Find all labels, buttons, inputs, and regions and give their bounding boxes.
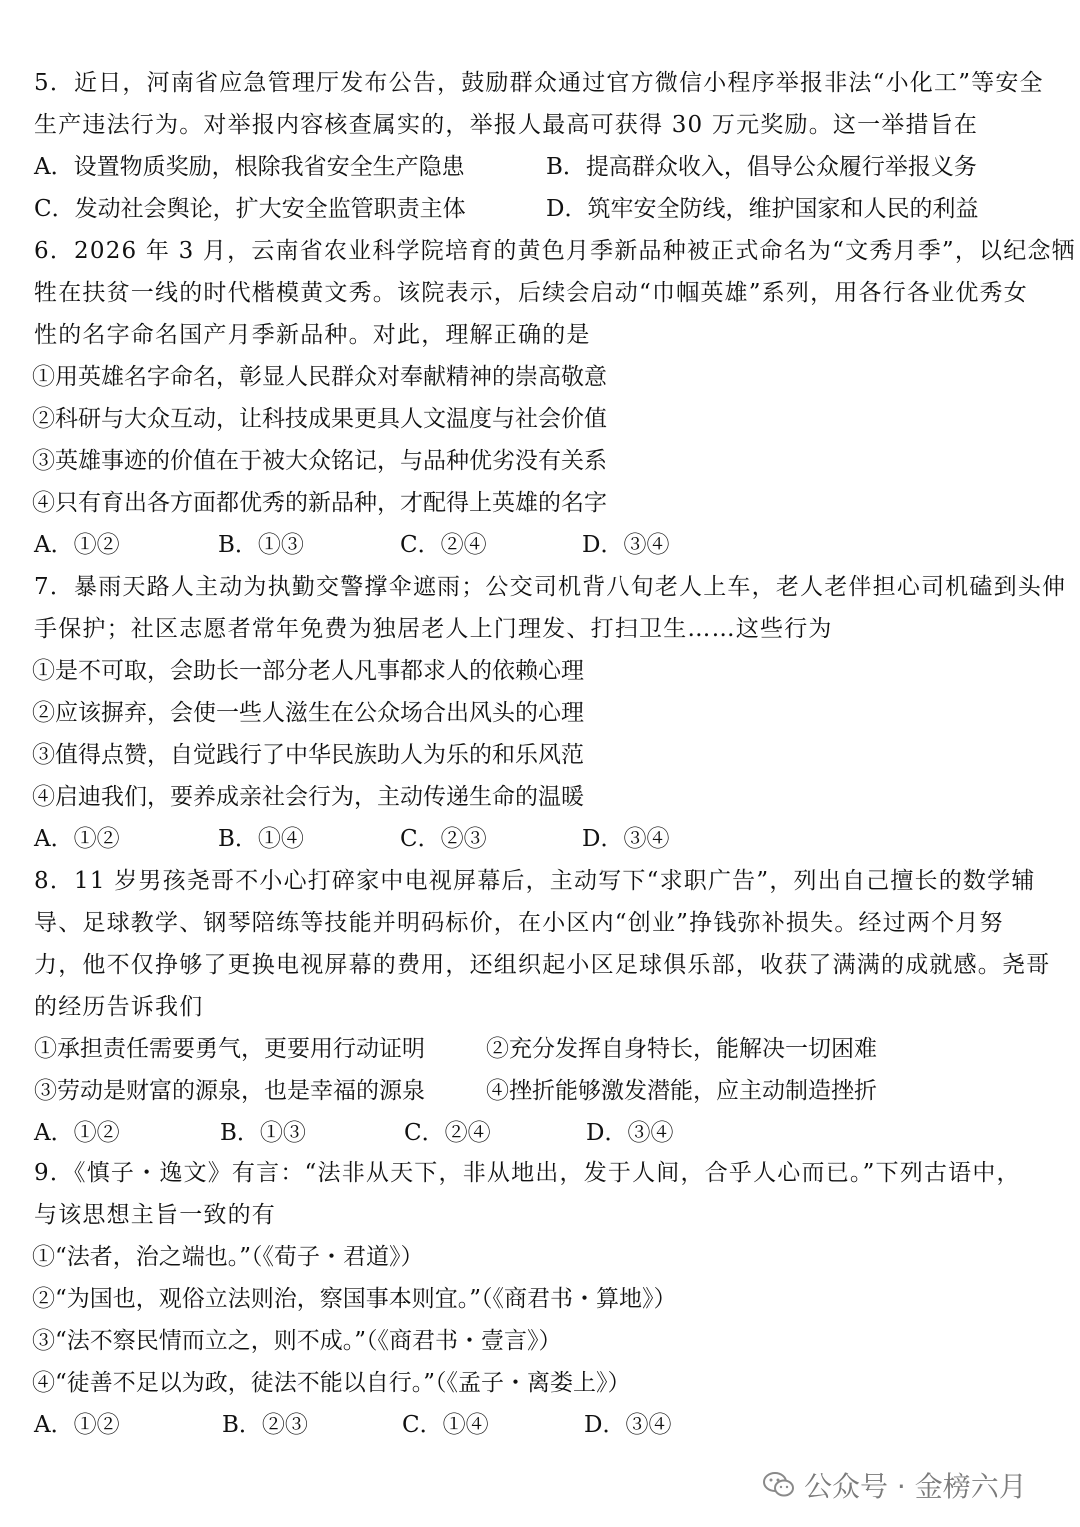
question-7-item-3: ③值得点赞，自觉践行了中华民族助人为乐的和乐风范 bbox=[32, 742, 584, 768]
question-7-item-2: ②应该摒弃，会使一些人滋生在公众场合出风头的心理 bbox=[32, 700, 584, 726]
option-d: D．③④ bbox=[582, 532, 670, 558]
option-a: A．①② bbox=[34, 826, 120, 852]
option-d: D．筑牢安全防线，维护国家和人民的利益 bbox=[546, 196, 979, 222]
question-8-stem-line-3: 力，他不仅挣够了更换电视屏幕的费用，还组织起小区足球俱乐部，收获了满满的成就感。尧哥 bbox=[34, 952, 1051, 978]
option-d: D．③④ bbox=[584, 1412, 672, 1438]
question-8-item-1: ①承担责任需要勇气，更要用行动证明 bbox=[34, 1036, 425, 1062]
question-6-stem-line-1: 6．2026 年 3 月，云南省农业科学院培育的黄色月季新品种被正式命名为“文秀月季”，以纪念牺 bbox=[34, 238, 1076, 264]
option-b: B．①③ bbox=[220, 1120, 306, 1146]
question-6-item-2: ②科研与大众互动，让科技成果更具人文温度与社会价值 bbox=[32, 406, 607, 432]
question-6-item-3: ③英雄事迹的价值在于被大众铭记，与品种优劣没有关系 bbox=[32, 448, 607, 474]
question-7-item-4: ④启迪我们，要养成亲社会行为，主动传递生命的温暖 bbox=[32, 784, 584, 810]
question-9-stem-line-1: 9．《慎子・逸文》有言：“法非从天下，非从地出，发于人间，合乎人心而已。”下列古语中， bbox=[34, 1160, 1021, 1186]
question-9-stem-line-2: 与该思想主旨一致的有 bbox=[34, 1202, 276, 1228]
option-b: B．①③ bbox=[218, 532, 304, 558]
question-8-stem-line-2: 导、足球教学、钢琴陪练等技能并明码标价，在小区内“创业”挣钱弥补损失。经过两个月努 bbox=[34, 910, 1004, 936]
question-7-stem-line-1: 7．暴雨天路人主动为执勤交警撑伞遮雨；公交司机背八旬老人上车，老人老伴担心司机磕到头伸 bbox=[34, 574, 1067, 600]
question-6-item-4: ④只有育出各方面都优秀的新品种，才配得上英雄的名字 bbox=[32, 490, 607, 516]
question-6-options bbox=[34, 530, 1064, 562]
question-9-item-1: ①“法者，治之端也。”（《荀子・君道》） bbox=[32, 1244, 424, 1270]
question-8-options bbox=[34, 1118, 1064, 1150]
option-b: B．①④ bbox=[218, 826, 304, 852]
question-5-stem-line-1: 5．近日，河南省应急管理厅发布公告，鼓励群众通过官方微信小程序举报非法“小化工”等安全 bbox=[34, 70, 1044, 96]
question-8-stem-line-1: 8．11 岁男孩尧哥不小心打碎家中电视屏幕后，主动写下“求职广告”，列出自己擅长的数学辅 bbox=[34, 868, 1036, 894]
option-c: C．②③ bbox=[400, 826, 487, 852]
option-b: B．②③ bbox=[222, 1412, 308, 1438]
question-9-item-2: ②“为国也，观俗立法则治，察国事本则宜。”（《商君书・算地》） bbox=[32, 1286, 677, 1312]
question-6-stem-line-2: 牲在扶贫一线的时代楷模黄文秀。该院表示，后续会启动“巾帼英雄”系列，用各行各业优秀女 bbox=[34, 280, 1028, 306]
option-c: C．①④ bbox=[402, 1412, 489, 1438]
question-8-items-row-1 bbox=[34, 1034, 1064, 1066]
option-a: A．①② bbox=[34, 1412, 120, 1438]
question-8-item-4: ④挫折能够激发潜能，应主动制造挫折 bbox=[486, 1078, 877, 1104]
option-c: C．②④ bbox=[404, 1120, 491, 1146]
question-7-item-1: ①是不可取，会助长一部分老人凡事都求人的依赖心理 bbox=[32, 658, 584, 684]
watermark-text: 公众号 · 金榜六月 bbox=[804, 1470, 1027, 1503]
question-7-options bbox=[34, 824, 1064, 856]
option-a: A．①② bbox=[34, 532, 120, 558]
question-9-item-4: ④“徒善不足以为政，徒法不能以自行。”（《孟子・离娄上》） bbox=[32, 1370, 631, 1396]
wechat-icon bbox=[762, 1470, 796, 1500]
question-6-stem-line-3: 性的名字命名国产月季新品种。对此，理解正确的是 bbox=[34, 322, 591, 348]
question-6-item-1: ①用英雄名字命名，彰显人民群众对奉献精神的崇高敬意 bbox=[32, 364, 607, 390]
question-8-item-2: ②充分发挥自身特长，能解决一切困难 bbox=[486, 1036, 877, 1062]
option-a: A．①② bbox=[34, 1120, 120, 1146]
question-5-options-row-2 bbox=[34, 194, 1064, 226]
question-8-item-3: ③劳动是财富的源泉，也是幸福的源泉 bbox=[34, 1078, 425, 1104]
question-5-stem-line-2: 生产违法行为。对举报内容核查属实的，举报人最高可获得 30 万元奖励。这一举措旨在 bbox=[34, 112, 979, 138]
question-5-options-row-1 bbox=[34, 152, 1064, 184]
question-9-item-3: ③“法不察民情而立之，则不成。”（《商君书・壹言》） bbox=[32, 1328, 562, 1354]
option-c: C．发动社会舆论，扩大安全监管职责主体 bbox=[34, 196, 466, 222]
option-d: D．③④ bbox=[586, 1120, 674, 1146]
question-7-stem-line-2: 手保护；社区志愿者常年免费为独居老人上门理发、打扫卫生……这些行为 bbox=[34, 616, 833, 642]
watermark bbox=[762, 1465, 1027, 1505]
option-d: D．③④ bbox=[582, 826, 670, 852]
option-c: C．②④ bbox=[400, 532, 487, 558]
question-8-items-row-2 bbox=[34, 1076, 1064, 1108]
question-8-stem-line-4: 的经历告诉我们 bbox=[34, 994, 204, 1020]
question-9-options bbox=[34, 1410, 1064, 1442]
option-a: A．设置物质奖励，根除我省安全生产隐患 bbox=[34, 154, 465, 180]
option-b: B．提高群众收入，倡导公众履行举报义务 bbox=[546, 154, 977, 180]
